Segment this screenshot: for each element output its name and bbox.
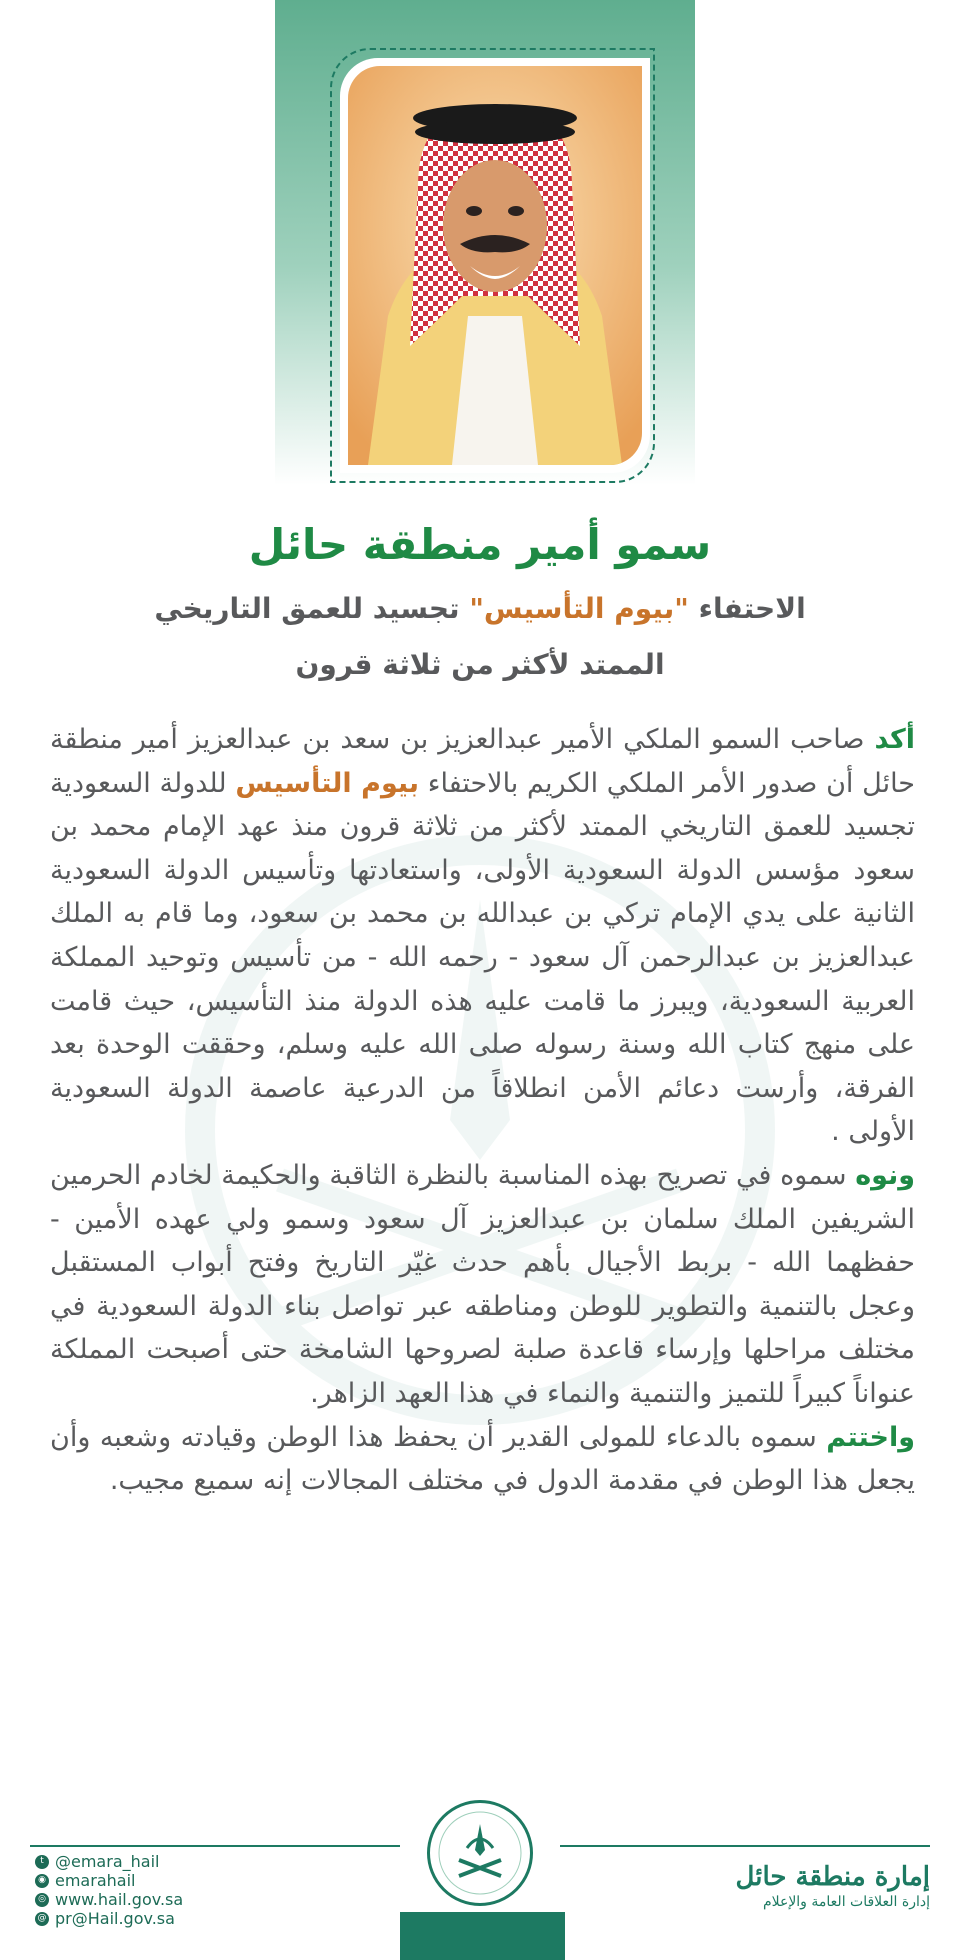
contact-twitter[interactable] xyxy=(35,1852,183,1871)
saudi-emblem-icon xyxy=(427,1800,533,1906)
hail-emirate-logo xyxy=(736,1862,930,1912)
contact-email[interactable] xyxy=(35,1909,183,1928)
paragraph-1-text-b: للدولة السعودية تجسيد للعمق التاريخي الممتد لأكثر من ثلاثة قرون منذ عهد الإمام محمد بن سعود مؤسس الدولة السعودية الأولى، واستعادتها وتأسيس الدولة السعودية الثانية على يدي الإمام تركي بن عبدالله بن محمد بن سعود، وما قام به الملك عبدالعزيز بن عبدالرحمن آل سعود - رحمه الله - من تأسيس وتوحيد المملكة العربية السعودية، ويبرز ما قامت عليه هذه الدولة منذ التأسيس، حيث قامت على منهج كتاب الله وسنة رسوله صلى الله عليه وسلم، وحققت الوحدة بعد الفرقة، وأرست دعائم الأمن انطلاقاً من الدرعية عاصمة الدولة السعودية الأولى . xyxy=(50,767,915,1148)
globe-icon: ◎ xyxy=(35,1893,49,1907)
portrait-photo xyxy=(348,66,642,465)
paragraph-1-text-a: صاحب السمو الملكي الأمير عبدالعزيز بن سعد بن عبدالعزيز أمير منطقة حائل أن صدور الأمر الملكي الكريم بالاحتفاء xyxy=(50,724,916,799)
subtitle-prefix: الاحتفاء xyxy=(688,592,806,625)
logo-line-2: إدارة العلاقات العامة والإعلام xyxy=(762,1894,930,1910)
logo-line-1: إمارة منطقة حائل xyxy=(735,1862,930,1892)
paragraph-3 xyxy=(50,1416,915,1503)
contact-snapchat-text: emarahail xyxy=(55,1871,136,1890)
paragraph-2 xyxy=(50,1154,915,1416)
subtitle-line-1 xyxy=(60,592,900,625)
portrait-illustration xyxy=(348,66,642,465)
contact-snapchat[interactable] xyxy=(35,1871,183,1890)
paragraph-1-lead: أكد xyxy=(874,724,915,755)
paragraph-1 xyxy=(50,718,915,1154)
paragraph-3-text: سموه بالدعاء للمولى القدير أن يحفظ هذا الوطن وقيادته وشعبه وأن يجعل هذا الوطن في مقدمة الدول في مختلف المجالات إنه سميع مجيب. xyxy=(50,1421,915,1497)
paragraph-1-highlight: بيوم التأسيس xyxy=(235,767,420,799)
contact-website-text: www.hail.gov.sa xyxy=(55,1890,184,1909)
twitter-icon: t xyxy=(35,1855,49,1869)
subtitle-suffix: تجسيد للعمق التاريخي xyxy=(154,592,470,625)
contact-website[interactable] xyxy=(35,1890,183,1909)
page-title: سمو أمير منطقة حائل xyxy=(248,520,712,569)
contact-list xyxy=(35,1852,183,1928)
portrait-frame xyxy=(340,58,650,473)
footer-divider-right xyxy=(560,1845,930,1847)
footer-divider-left xyxy=(30,1845,400,1847)
emblem-graphic xyxy=(437,1810,523,1896)
subtitle-line-2: الممتد لأكثر من ثلاثة قرون xyxy=(295,648,665,681)
footer-accent-bar xyxy=(400,1912,565,1960)
mail-icon: @ xyxy=(35,1912,49,1926)
article-body xyxy=(50,718,915,1503)
contact-twitter-text: @emara_hail xyxy=(55,1852,160,1871)
snapchat-icon: ◉ xyxy=(35,1874,49,1888)
paragraph-3-lead: واختتم xyxy=(826,1421,915,1453)
paragraph-2-text: سموه في تصريح بهذه المناسبة بالنظرة الثاقبة والحكيمة لخادم الحرمين الشريفين الملك سلمان بن عبدالعزيز آل سعود وسمو ولي عهده الأمين - حفظهما الله - بربط الأجيال بأهم حدث غيّر التاريخ وفتح أبواب المستقبل وعجل بالتنمية والتطوير للوطن ومناطقه عبر تواصل بناء الدولة السعودية في مختلف مراحلها وإرساء قاعدة صلبة لصروحها الشامخة حتى أصبحت المملكة عنواناً كبيراً للتميز والتنمية والنماء في هذا العهد الزاهر. xyxy=(50,1159,915,1409)
contact-email-text: pr@Hail.gov.sa xyxy=(55,1909,175,1928)
paragraph-2-lead: ونوه xyxy=(855,1159,915,1191)
subtitle-highlight: "بيوم التأسيس" xyxy=(469,592,689,625)
